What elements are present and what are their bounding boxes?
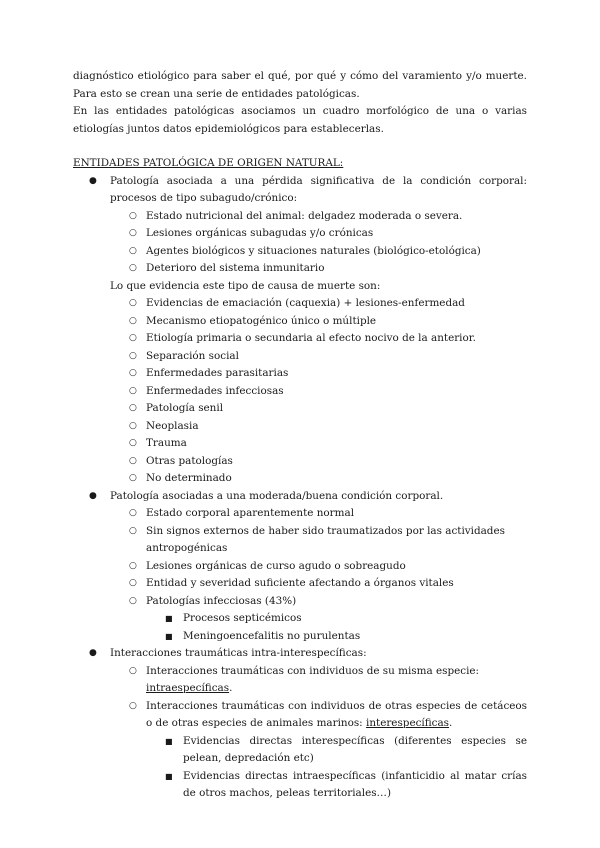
section1-title: Patología asociada a una pérdida significativa de la condición corporal: procesos de tipo subagudo/crónico: — [110, 174, 527, 204]
list-item: ○ Entidad y severidad suficiente afectando a órganos vitales — [73, 575, 527, 593]
circle-bullet-icon: ○ — [129, 210, 137, 221]
list-item: ○ Trauma — [73, 435, 527, 453]
circle-bullet-icon: ○ — [129, 385, 137, 396]
circle-bullet-icon: ○ — [129, 700, 137, 711]
document-page — [73, 68, 527, 803]
intro-paragraph-2: En las entidades patológicas asociamos un cuadro morfológico de una o varias etiologías juntos datos epidemiológicos para establecerlas. — [73, 105, 527, 135]
circle-bullet-icon: ○ — [129, 438, 137, 448]
intro-paragraph-1: diagnóstico etiológico para saber el qué, por qué y cómo del varamiento y/o muerte. Para esto se crean una serie de entidades patológicas. — [73, 70, 527, 100]
spacer — [73, 138, 527, 155]
bullet-icon: ● — [89, 175, 97, 186]
list-item: ○ Evidencias de emaciación (caquexia) + lesiones-enfermedad — [73, 295, 527, 313]
circle-bullet-icon: ○ — [129, 228, 137, 238]
list-item: ○ Patología senil — [73, 400, 527, 418]
circle-bullet-icon: ○ — [129, 508, 137, 518]
circle-bullet-icon: ○ — [129, 578, 137, 588]
circle-bullet-icon: ○ — [129, 263, 137, 273]
term-intraspecific: intraespecíficas — [146, 682, 230, 694]
sub-list-item: ■ Evidencias directas intraespecíficas (infanticidio al matar crías de otros machos, peleas territoriales…) — [165, 769, 527, 799]
list-item: ○ Lesiones orgánicas de curso agudo o sobreagudo — [73, 558, 527, 576]
section1-bullet — [73, 173, 527, 208]
term-interspecific: interespecíficas — [366, 717, 450, 729]
list-item: ○ Otras patologías — [73, 453, 527, 471]
section3-title: Interacciones traumáticas intra-interespecíficas: — [110, 647, 367, 659]
bullet-icon: ● — [89, 490, 97, 501]
list-item: ○ Separación social — [73, 348, 527, 366]
list-item: ○ Estado nutricional del animal: delgadez moderada o severa. — [73, 208, 527, 226]
list-item: ○ Etiología primaria o secundaria al efecto nocivo de la anterior. — [73, 330, 527, 348]
sub-list-item: ■ Evidencias directas interespecíficas (diferentes especies se pelean, depredación etc) — [165, 734, 527, 764]
square-bullet-icon: ■ — [165, 614, 173, 623]
list-item: ○ Sin signos externos de haber sido traumatizados por las actividades antropogénicas — [129, 524, 505, 554]
section2-bullet — [73, 488, 527, 506]
circle-bullet-icon: ○ — [129, 665, 137, 676]
circle-bullet-icon: ○ — [129, 525, 137, 536]
evidence-intro: Lo que evidencia este tipo de causa de muerte son: — [110, 279, 381, 292]
circle-bullet-icon: ○ — [129, 455, 137, 466]
section3-bullet — [73, 645, 527, 663]
circle-bullet-icon: ○ — [129, 473, 137, 483]
list-item: ○ Interacciones traumáticas con individuos de otras especies de cetáceos o de otras especies de animales marinos: interespecíficas. — [129, 699, 527, 729]
circle-bullet-icon: ○ — [129, 333, 137, 343]
circle-bullet-icon: ○ — [129, 245, 137, 256]
section2-title: Patología asociadas a una moderada/buena condición corporal. — [110, 489, 444, 502]
circle-bullet-icon: ○ — [129, 298, 137, 308]
circle-bullet-icon: ○ — [129, 368, 137, 378]
circle-bullet-icon: ○ — [129, 350, 137, 361]
section-heading: ENTIDADES PATOLÓGICA DE ORIGEN NATURAL: — [73, 157, 344, 169]
square-bullet-icon: ■ — [165, 631, 173, 641]
list-item: ○ Deterioro del sistema inmunitario — [73, 260, 527, 278]
list-item: ○ Estado corporal aparentemente normal — [73, 505, 527, 523]
circle-bullet-icon: ○ — [129, 595, 137, 606]
circle-bullet-icon: ○ — [129, 403, 137, 413]
list-item: ○ Enfermedades parasitarias — [73, 365, 527, 383]
bullet-icon: ● — [89, 648, 97, 658]
circle-bullet-icon: ○ — [129, 315, 137, 326]
list-item: ○ No determinado — [73, 470, 527, 488]
list-item: ○ Patologías infecciosas (43%) — [73, 593, 527, 611]
circle-bullet-icon: ○ — [129, 560, 137, 571]
list-item: ○ Mecanismo etiopatogénico único o múltiple — [73, 313, 527, 331]
list-item: ○ Enfermedades infecciosas — [73, 383, 527, 401]
square-bullet-icon: ■ — [165, 736, 173, 746]
square-bullet-icon: ■ — [165, 771, 173, 781]
list-item: ○ Lesiones orgánicas subagudas y/o crónicas — [73, 225, 527, 243]
sub-list-item: ■ Procesos septicémicos — [73, 610, 527, 628]
sub-list-item: ■ Meningoencefalitis no purulentas — [73, 628, 527, 646]
list-item: ○ Interacciones traumáticas con individuos de su misma especie: intraespecíficas. — [129, 664, 480, 694]
circle-bullet-icon: ○ — [129, 420, 137, 431]
list-item: ○ Neoplasia — [73, 418, 527, 436]
list-item: ○ Agentes biológicos y situaciones naturales (biológico-etológica) — [73, 243, 527, 261]
